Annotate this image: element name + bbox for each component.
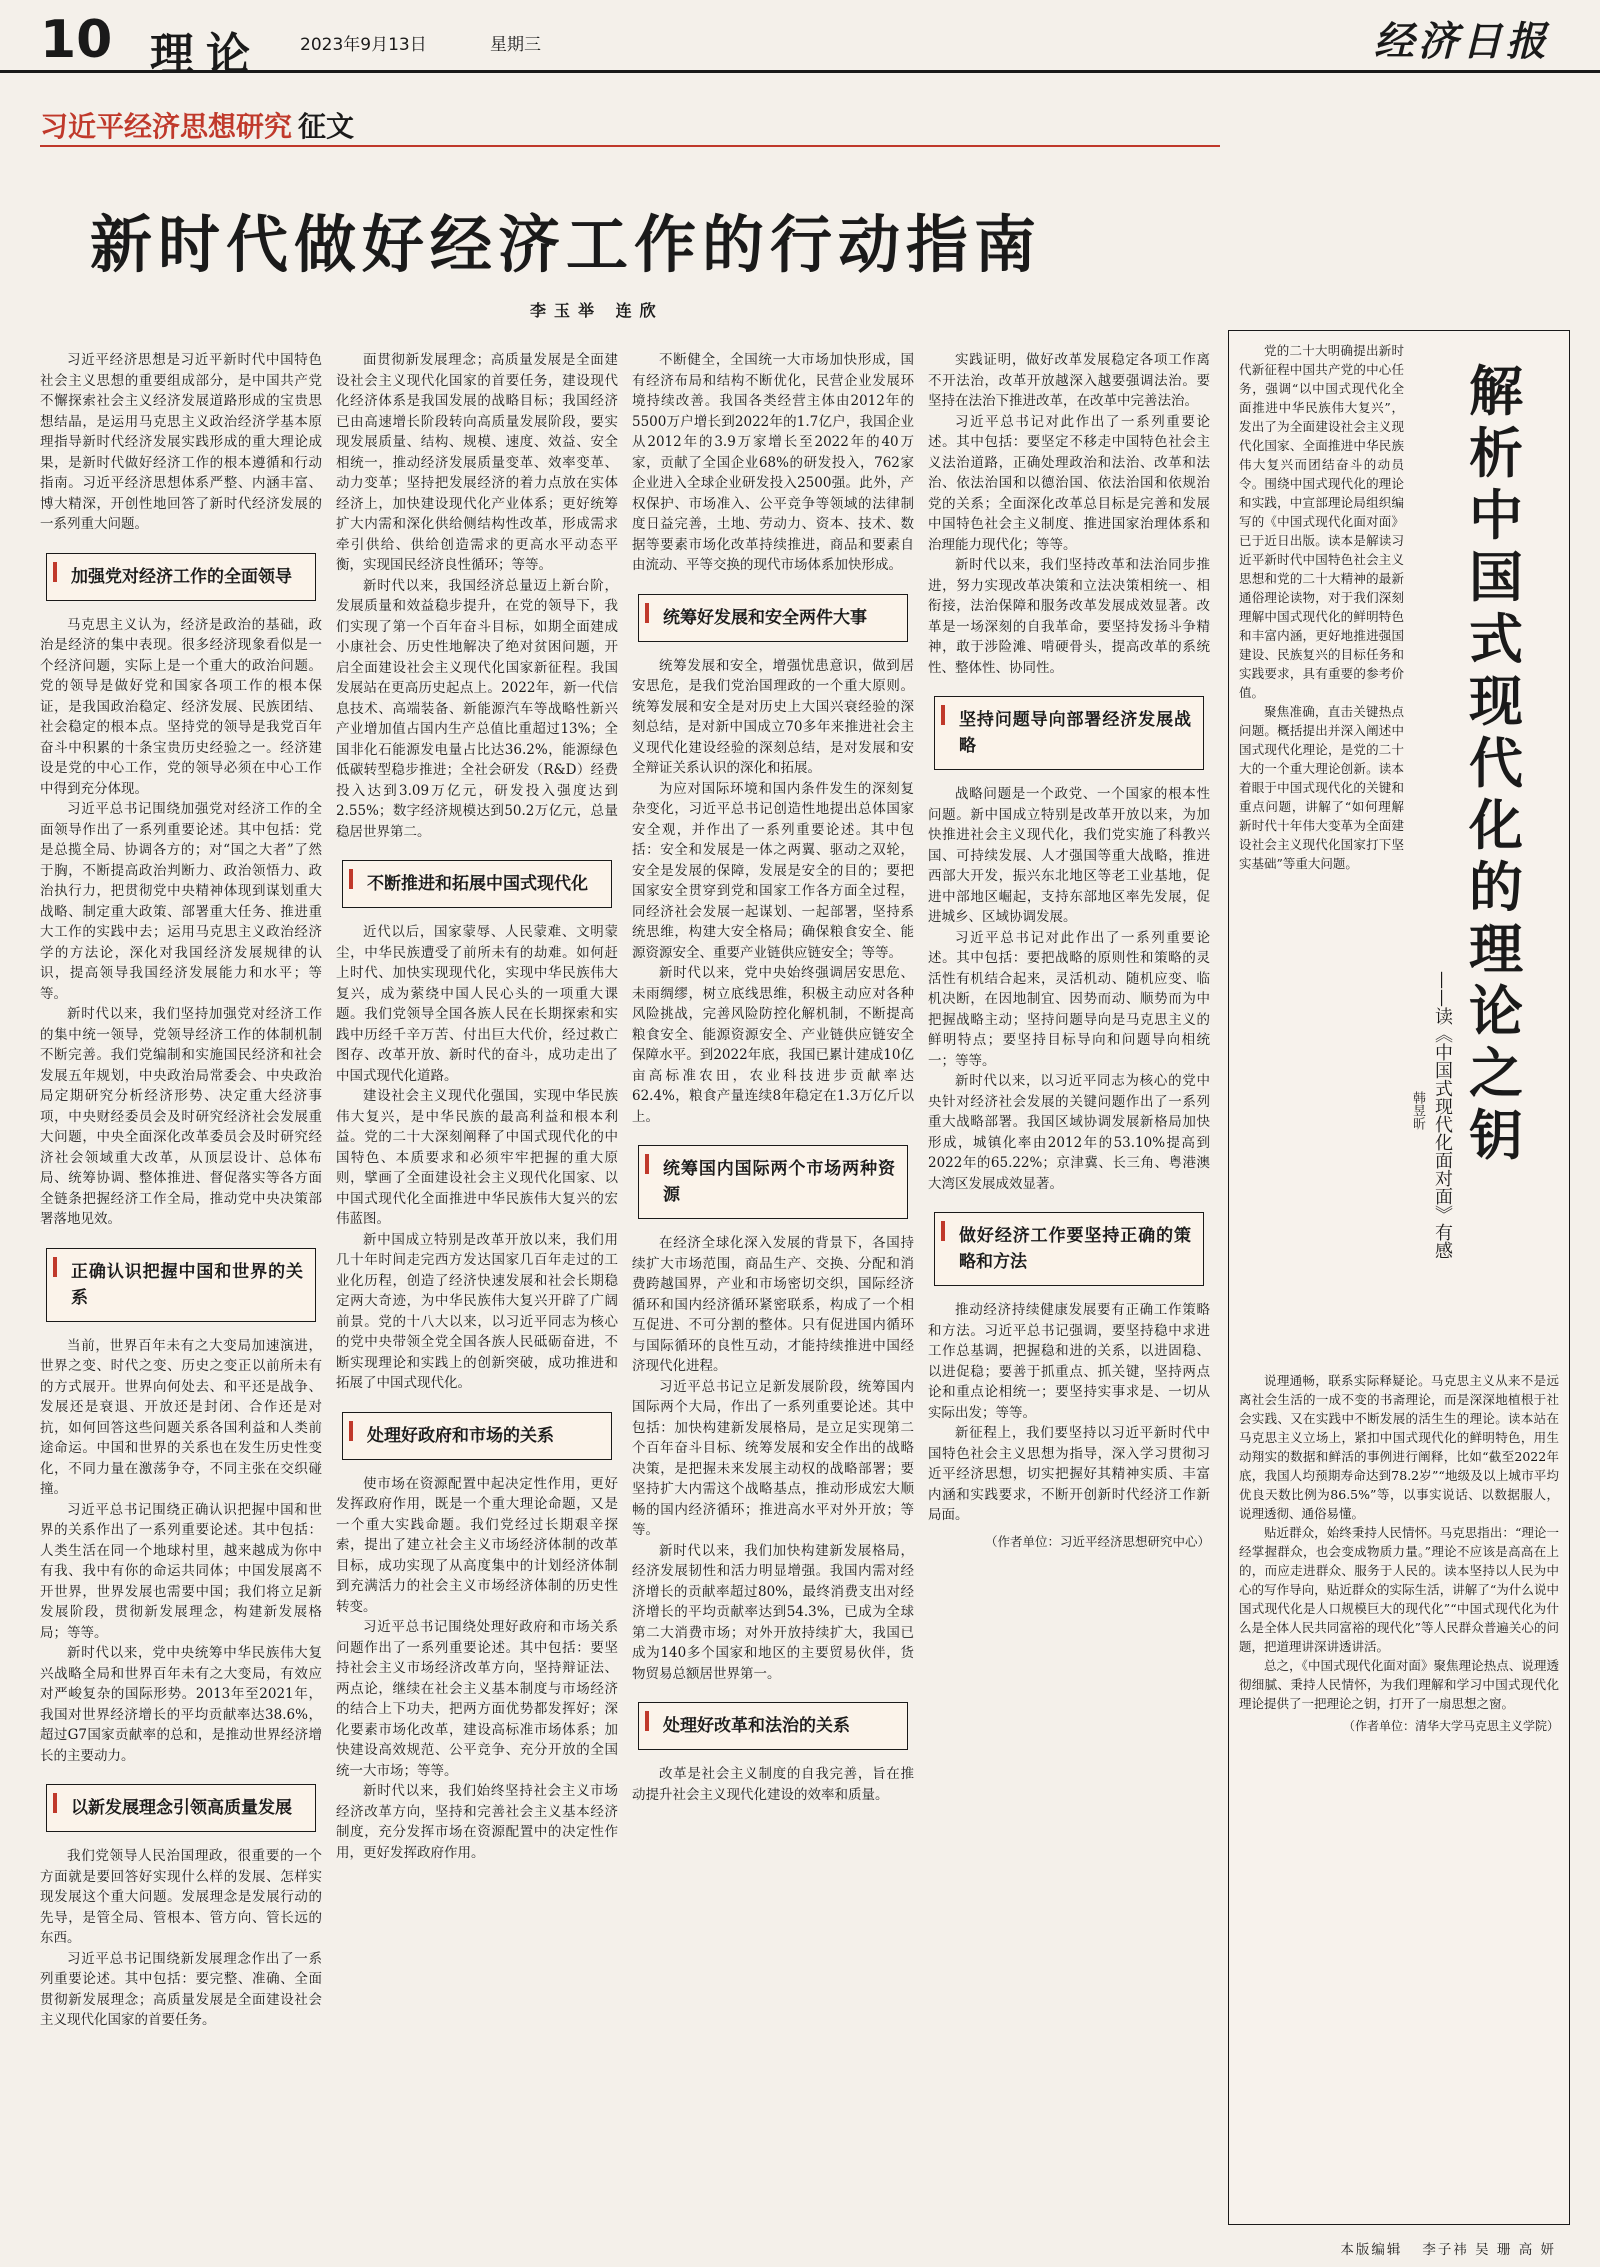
paragraph: 新时代以来，我们始终坚持社会主义市场经济改革方向，坚持和完善社会主义基本经济制度，充分发挥市场在资源配置中的决定性作用，更好发挥政府作用。 [336, 1783, 618, 1861]
paragraph: 新时代以来，我们加快构建新发展格局，经济发展韧性和活力明显增强。我国内需对经济增长的贡献率超过80%，最终消费支出对经济增长的平均贡献率达到54.3%，已成为全球第二大消费市场；对外开放持续扩大，我国已成为140多个国家和地区的主要贸易伙伴，货物贸易总额居世界第一。 [632, 1542, 914, 1682]
paragraph: 习近平总书记对此作出了一系列重要论述。其中包括：要把战略的原则性和策略的灵活性有机结合起来，灵活机动、随机应变、临机决断，在因地制宜、因势而动、顺势而为中把握战略主动；坚持问题导向是马克思主义的鲜明特点；要坚持目标导向和问题导向相统一；等等。 [928, 929, 1210, 1069]
paragraph: 为应对国际环境和国内条件发生的深刻复杂变化，习近平总书记创造性地提出总体国家安全观，并作出了一系列重要论述。其中包括：安全和发展是一体之两翼、驱动之双轮，安全是发展的保障，发展是安全的目的；要把国家安全贯穿到党和国家工作各方面全过程，同经济社会发展一起谋划、一起部署，坚持系统思维，构建大安全格局；确保粮食安全、能源资源安全、重要产业链供应链安全；等等。 [632, 780, 914, 961]
paragraph: 面贯彻新发展理念；高质量发展是全面建设社会主义现代化国家的首要任务，建设现代化经济体系是我国发展的战略目标；我国经济已由高速增长阶段转向高质量发展阶段，要实现发展质量、结构、规模、速度、效益、安全相统一，推动经济发展质量变革、效率变革、动力变革；坚持把发展经济的着力点放在实体经济上，加快建设现代化产业体系；更好统筹扩大内需和深化供给侧结构性改革，形成需求牵引供给、供给创造需求的更高水平动态平衡，实现国民经济良性循环；等等。 [336, 352, 618, 573]
book-review-sidebar [1228, 330, 1570, 2225]
article-column-3 [632, 350, 914, 2240]
paragraph: 习近平总书记对此作出了一系列重要论述。其中包括：要坚定不移走中国特色社会主义法治道路，正确处理政治和法治、改革和法治、依法治国和以德治国、依法治国和依规治党的关系；全面深化改革总目标是完善和发展中国特色社会主义制度、推进国家治理体系和治理能力现代化；等等。 [928, 413, 1210, 553]
sidebar-author-affiliation: （作者单位：清华大学马克思主义学院） [1342, 1719, 1559, 1733]
page-number: 10 [40, 10, 113, 70]
section-name: 理论 [150, 29, 262, 80]
column-label-suffix: 征文 [298, 110, 355, 143]
masthead [0, 0, 1600, 80]
subheading-china-world: 正确认识把握中国和世界的关系 [46, 1248, 316, 1322]
paragraph: 不断健全，全国统一大市场加快形成，国有经济布局和结构不断优化，民营企业发展环境持续改善。我国各类经营主体由2012年的5500万户增长到2022年的1.7亿户，我国企业从2012年的3.9万家增长至2022年的40万家，贡献了全国企业68%的研发投入，762家企业进入全球企业研发投入2500强。此外，产权保护、市场准入、公平竞争等领域的法律制度日益完善，土地、劳动力、资本、技术、数据等要素市场化改革持续推进，商品和要素自由流动、平等交换的现代市场体系加快形成。 [632, 352, 914, 573]
paragraph: 习近平总书记围绕加强党对经济工作的全面领导作出了一系列重要论述。其中包括：党是总揽全局、协调各方的；对“国之大者”了然于胸，不断提高政治判断力、政治领悟力、政治执行力，把贯彻党中央精神体现到谋划重大战略、制定重大政策、部署重大任务、推进重大工作的实践中去；运用马克思主义政治经济学的方法论，深化对我国经济发展规律的认识，提高领导我国经济发展能力和水平；等等。 [40, 801, 322, 1002]
paragraph: 实践证明，做好改革发展稳定各项工作离不开法治，改革开放越深入越要强调法治。要坚持在法治下推进改革，在改革中完善法治。 [928, 352, 1210, 409]
subheading-government-market: 处理好政府和市场的关系 [342, 1412, 612, 1460]
paragraph: 我们党领导人民治国理政，很重要的一个方面就是要回答好实现什么样的发展、怎样实现发展这个重大问题。发展理念是发展行动的先导，是管全局、管根本、管方向、管长远的东西。 [40, 1848, 322, 1946]
sidebar-author: 韩昱昕 [1410, 1091, 1425, 1130]
article-headline: 新时代做好经济工作的行动指南 [90, 208, 1043, 281]
sidebar-subtitle: ——读《中国式现代化面对面》有感 [1432, 971, 1453, 1259]
author-affiliation: （作者单位：习近平经济思想研究中心） [984, 1533, 1210, 1549]
paragraph: 战略问题是一个政党、一个国家的根本性问题。新中国成立特别是改革开放以来，为加快推进社会主义现代化，我们党实施了科教兴国、可持续发展、人才强国等重大战略，推进西部大开发，振兴东北地区等老工业基地，促进中部地区崛起，支持东部地区率先发展，促进城乡、区域协调发展。 [928, 786, 1210, 925]
paragraph: 新时代以来，党中央统筹中华民族伟大复兴战略全局和世界百年未有之大变局，有效应对严峻复杂的国际形势。2013年至2021年，我国对世界经济增长的平均贡献率达38.6%，超过G7国家贡献率的总和，是推动世界经济增长的主要动力。 [40, 1645, 322, 1764]
paragraph: 新时代以来，我们坚持加强党对经济工作的集中统一领导，党领导经济工作的体制机制不断完善。我们党编制和实施国民经济和社会发展五年规划，中央政治局常委会、中央政治局定期研究分析经济形势、决定重大经济事项，中央财经委员会及时研究经济社会发展重大问题，中央全面深化改革委员会及时研究经济社会领域重大改革，从顶层设计、总体布局、统筹协调、整体推进、督促落实等各方面全链条把握经济工作全局，推动党中央决策部署落地见效。 [40, 1006, 322, 1227]
issue-date: 2023年9月13日 [300, 35, 427, 55]
paragraph: 推动经济持续健康发展要有正确工作策略和方法。习近平总书记强调，要坚持稳中求进工作总基调，把握稳和进的关系，以进固稳、以进促稳；要善于抓重点、抓关键，坚持两点论和重点论相统一；要坚持实事求是、一切从实际出发；等等。 [928, 1302, 1210, 1421]
paragraph: 说理通畅，联系实际释疑论。马克思主义从来不是远离社会生活的一成不变的书斋理论，而是深深地植根于社会实践、又在实践中不断发展的活生生的理论。读本站在马克思主义立场上，紧扣中国式现代化的鲜明特色，用生动翔实的数据和鲜活的事例进行阐释，比如“截至2022年底，我国人均预期寿命达到78.2岁”“地级及以上城市平均优良天数比例为86.5%”等，以事实说话、以数据服人，说理透彻、通俗易懂。 [1239, 1373, 1559, 1521]
subheading-strategy-and-methods: 做好经济工作要坚持正确的策略和方法 [934, 1212, 1204, 1286]
article-column-1 [40, 350, 322, 2240]
paragraph: 新时代以来，我国经济总量迈上新台阶，发展质量和效益稳步提升，在党的领导下，我们实现了第一个百年奋斗目标，如期全面建成小康社会、历史性地解决了绝对贫困问题，开启全面建设社会主义现代化国家新征程。我国发展站在更高历史起点上。2022年，新一代信息技术、高端装备、新能源汽车等战略性新兴产业增加值占国内生产总值比重超过13%；全国非化石能源发电量占比达36.2%，能源绿色低碳转型稳步推进；全社会研发（R&D）经费投入达到3.09万亿元，研发投入强度达到2.55%；数字经济规模达到50.2万亿元，总量稳居世界第二。 [336, 577, 618, 840]
paragraph: 马克思主义认为，经济是政治的基础，政治是经济的集中表现。很多经济现象看似是一个经济问题，实际上是一个重大的政治问题。党的领导是做好党和国家各项工作的根本保证，是我国政治稳定、经济发展、民族团结、社会稳定的根本点。坚持党的领导是我党百年奋斗中积累的十条宝贵历史经验之一。经济建设是党的中心工作，党的领导必须在中心工作中得到充分体现。 [40, 616, 322, 797]
paragraph: 近代以后，国家蒙辱、人民蒙难、文明蒙尘，中华民族遭受了前所未有的劫难。如何赶上时代、加快实现现代化，实现中华民族伟大复兴，成为萦绕中国人民心头的一项重大课题。我们党领导全国各族人民在长期探索和实践中历经千辛万苦、付出巨大代价，经过救亡图存、改革开放、新时代的奋斗，成功走出了中国式现代化道路。 [336, 924, 618, 1084]
subheading-chinese-modernization: 不断推进和拓展中国式现代化 [342, 860, 612, 908]
subheading-domestic-international: 统筹国内国际两个市场两种资源 [638, 1145, 908, 1219]
article-column-4 [928, 350, 1210, 2240]
newspaper-logo: 经济日报 [1374, 18, 1550, 65]
article-column-2 [336, 350, 618, 2240]
paragraph: 聚焦准确，直击关键热点问题。概括提出并深入阐述中国式现代化理论，是党的二十大的一个重大理论创新。读本着眼于中国式现代化的关键和重点问题，讲解了“如何理解新时代十年伟大变革为全面建设社会主义现代化国家打下坚实基础”等重大问题。 [1239, 704, 1404, 871]
article-byline: 李玉举 连欣 [530, 301, 664, 320]
subheading-problem-oriented-strategy: 坚持问题导向部署经济发展战略 [934, 696, 1204, 770]
paragraph: 党的二十大明确提出新时代新征程中国共产党的中心任务，强调“以中国式现代化全面推进中华民族伟大复兴”，发出了为全面建设社会主义现代化国家、全面推进中华民族伟大复兴而团结奋斗的动员令。围绕中国式现代化的理论和实践，中宣部理论局组织编写的《中国式现代化面对面》已于近日出版。读本是解读习近平新时代中国特色社会主义思想和党的二十大精神的最新通俗理论读物，对于我们深刻理解中国式现代化的鲜明特色和丰富内涵，更好地推进强国建设、民族复兴的目标任务和实践要求，具有重要的参考价值。 [1239, 343, 1404, 700]
paragraph: 贴近群众，始终秉持人民情怀。马克思指出：“理论一经掌握群众，也会变成物质力量。”理论不应该是高高在上的，而应走进群众、服务于人民的。读本坚持以人民为中心的写作导向，贴近群众的实际生活，讲解了“为什么说中国式现代化是人口规模巨大的现代化”“中国式现代化为什么是全体人民共同富裕的现代化”等人民群众普遍关心的问题，把道理讲深讲透讲活。 [1239, 1525, 1559, 1654]
sidebar-body [1239, 1371, 1559, 1736]
paragraph: 新中国成立特别是改革开放以来，我们用几十年时间走完西方发达国家几百年走过的工业化历程，创造了经济快速发展和社会长期稳定两大奇迹，为中华民族伟大复兴开辟了广阔前景。党的十八大以来，以习近平同志为核心的党中央带领全党全国各族人民砥砺奋进，不断实现理论和实践上的创新突破，成功推进和拓展了中国式现代化。 [336, 1231, 618, 1391]
paragraph: 新时代以来，我们坚持改革和法治同步推进，努力实现改革决策和立法决策相统一、相衔接，法治保障和服务改革发展成效显著。改革是一场深刻的自我革命，要坚持发扬斗争精神，敢于涉险滩、啃硬骨头，提高改革的系统性、整体性、协同性。 [928, 557, 1210, 676]
paragraph: 总之，《中国式现代化面对面》聚焦理论热点、说理透彻细腻、秉持人民情怀，为我们理解和学习中国式现代化理论提供了一把理论之钥，打开了一扇思想之窗。 [1239, 1658, 1559, 1711]
subheading-development-security: 统筹好发展和安全两件大事 [638, 594, 908, 642]
sidebar-intro [1239, 341, 1404, 873]
page-footer [1320, 2238, 1556, 2258]
paragraph: 习近平总书记围绕处理好政府和市场关系问题作出了一系列重要论述。其中包括：要坚持社会主义市场经济改革方向，坚持辩证法、两点论，继续在社会主义基本制度与市场经济的结合上下功夫，把两方面优势都发挥好；深化要素市场化改革，建设高标准市场体系；加快建设高效规范、公平竞争、充分开放的全国统一大市场；等等。 [336, 1619, 618, 1779]
column-label [40, 105, 354, 145]
paragraph: 新时代以来，以习近平同志为核心的党中央针对经济社会发展的关键问题作出了一系列重大战略部署。我国区域协调发展新格局加快形成，城镇化率由2012年的53.10%提高到2022年的65.22%；京津冀、长三角、粤港澳大湾区发展成效显著。 [928, 1073, 1210, 1192]
paragraph: 习近平经济思想是习近平新时代中国特色社会主义思想的重要组成部分，是中国共产党不懈探索社会主义经济发展道路形成的宝贵思想结晶，是运用马克思主义政治经济学基本原理指导新时代经济发展实践形成的重大理论成果，是新时代做好经济工作的根本遵循和行动指南。习近平经济思想体系严整、内涵丰富、博大精深，开创性地回答了新时代经济发展的一系列重大问题。 [40, 352, 322, 532]
paragraph: 新时代以来，党中央始终强调居安思危、未雨绸缪，树立底线思维，积极主动应对各种风险挑战，完善风险防控化解机制，不断提高粮食安全、能源资源安全、产业链供应链安全保障水平。到2022年底，我国已累计建成10亿亩高标准农田，农业科技进步贡献率达62.4%，粮食产量连续8年稳定在1.3万亿斤以上。 [632, 965, 914, 1125]
paragraph: 建设社会主义现代化强国，实现中华民族伟大复兴，是中华民族的最高利益和根本利益。党的二十大深刻阐释了中国式现代化的中国特色、本质要求和必须牢牢把握的重大原则，擘画了全面建设社会主义现代化国家、以中国式现代化全面推进中华民族伟大复兴的宏伟蓝图。 [336, 1088, 618, 1227]
subheading-new-development-philosophy: 以新发展理念引领高质量发展 [46, 1784, 316, 1832]
sidebar-title: 解析中国式现代化的理论之钥 [1469, 360, 1523, 1167]
paragraph: 改革是社会主义制度的自我完善，旨在推动提升社会主义现代化建设的效率和质量。 [632, 1766, 914, 1803]
issue-weekday: 星期三 [490, 35, 541, 55]
editor-label: 本版编辑 [1340, 2242, 1403, 2258]
paragraph: 习近平总书记立足新发展阶段，统筹国内国际两个大局，作出了一系列重要论述。其中包括：加快构建新发展格局，是立足实现第二个百年奋斗目标、统筹发展和安全作出的战略决策，是把握未来发展主动权的战略部署；要坚持扩大内需这个战略基点，推动形成宏大顺畅的国内经济循环；推进高水平对外开放；等等。 [632, 1378, 914, 1538]
paragraph: 统筹发展和安全，增强忧患意识，做到居安思危，是我们党治国理政的一个重大原则。统筹发展和安全是对历史上大国兴衰经验的深刻总结，是对新中国成立70多年来推进社会主义现代化建设经验的深刻总结，是对发展和安全辩证关系认识的深化和拓展。 [632, 657, 914, 776]
paragraph: 新征程上，我们要坚持以习近平新时代中国特色社会主义思想为指导，深入学习贯彻习近平经济思想，切实把握好其精神实质、丰富内涵和实践要求，不断开创新时代经济工作新局面。 [928, 1425, 1210, 1523]
paragraph: 习近平总书记围绕新发展理念作出了一系列重要论述。其中包括：要完整、准确、全面贯彻新发展理念；高质量发展是全面建设社会主义现代化国家的首要任务。 [40, 1950, 322, 2028]
subheading-reform-rule-of-law: 处理好改革和法治的关系 [638, 1702, 908, 1750]
paragraph: 在经济全球化深入发展的背景下，各国持续扩大市场范围，商品生产、交换、分配和消费跨越国界，产业和市场密切交织，国际经济循环和国内经济循环紧密联系，构成了一个相互促进、不可分割的整体。只有促进国内循环与国际循环的良性互动，才能持续推进中国经济现代化进程。 [632, 1235, 914, 1374]
subheading-party-leadership: 加强党对经济工作的全面领导 [46, 553, 316, 601]
editor-names: 李子祎 吴 珊 高 妍 [1422, 2242, 1556, 2258]
column-divider-rule [40, 145, 1220, 147]
column-label-prefix: 习近平经济思想研究 [40, 110, 293, 143]
paragraph: 当前，世界百年未有之大变局加速演进，世界之变、时代之变、历史之变正以前所未有的方式展开。世界向何处去、和平还是战争、发展还是衰退、开放还是封闭、合作还是对抗，如何回答这些问题关系各国利益和人类前途命运。中国和世界的关系也在发生历史性变化，不同力量在激荡争夺，不同主张在交织碰撞。 [40, 1337, 322, 1497]
paragraph: 习近平总书记围绕正确认识把握中国和世界的关系作出了一系列重要论述。其中包括：人类生活在同一个地球村里，越来越成为你中有我、我中有你的命运共同体；中国发展离不开世界，世界发展也需要中国；我们将立足新发展阶段，贯彻新发展理念，构建新发展格局；等等。 [40, 1501, 322, 1641]
paragraph: 使市场在资源配置中起决定性作用，更好发挥政府作用，既是一个重大理论命题，又是一个重大实践命题。我们党经过长期艰辛探索，提出了建立社会主义市场经济体制的改革目标，成功实现了从高度集中的计划经济体制到充满活力的社会主义市场经济体制的历史性转变。 [336, 1475, 618, 1615]
